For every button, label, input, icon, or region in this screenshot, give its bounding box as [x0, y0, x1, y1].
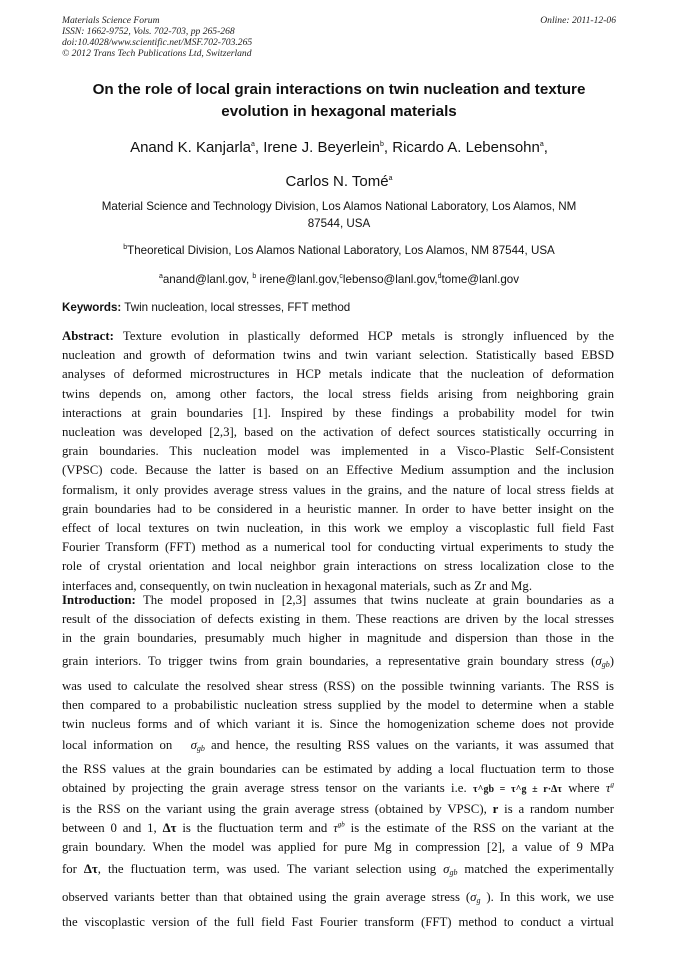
email-a-marker: a [158, 273, 163, 281]
abstract-line-13: role of crystal orientation and local neighbor grain interactions on stress localization close to the [62, 559, 614, 574]
affiliation-a-line-1: Material Science and Technology Division, Los Alamos National Laboratory, Los Alamos, NM [101, 200, 577, 213]
intro-line-4b: ) [609, 653, 614, 668]
abstract-line [62, 327, 614, 346]
author-3-affil: a [539, 141, 544, 148]
title-line-2: evolution in hexagonal materials [221, 103, 457, 120]
intro-line-15a: observed variants better than that obtained using the grain average stress ( [62, 890, 471, 905]
affiliation-a [62, 198, 616, 232]
title-line-1: On the role of local grain interactions on twin nucleation and texture [92, 81, 586, 98]
doi-line[interactable]: doi:10.4028/www.scientific.net/MSF.702-703.265 [62, 37, 253, 48]
gb-superscript: gb [337, 820, 345, 829]
email-list [62, 271, 616, 288]
email-b[interactable]: irene@lanl.gov, [259, 273, 340, 286]
intro-line-11c: is a random number [498, 801, 614, 816]
gb-subscript: gb [449, 868, 458, 878]
author-1: Anand K. Kanjarla [130, 139, 251, 156]
intro-line-12b: is the fluctuation term and [176, 820, 334, 835]
intro-line-14c: matched the experimentally [457, 862, 615, 877]
abstract-label: Abstract: [62, 329, 114, 343]
author-3: Ricardo A. Lebensohn [392, 139, 540, 156]
intro-line-1: The model proposed in [2,3] assumes that twins nucleate at grain boundaries as a [135, 593, 614, 607]
intro-line-14 [62, 857, 614, 885]
intro-line-8 [62, 734, 614, 760]
intro-line-3: in the grain boundaries, presumably much higher in magnitude and dispersion than those in the [62, 631, 614, 646]
abstract [62, 327, 614, 596]
g-superscript: g [610, 781, 614, 790]
g-subscript: g [476, 896, 481, 906]
introduction [62, 591, 614, 932]
abstract-line-14: interfaces and, consequently, on twin nucleation in hexagonal materials, such as Zr and Mg. [62, 578, 533, 593]
intro-line-5: was used to calculate the resolved shear stress (RSS) on the possible twinning variants. The RSS is [62, 678, 614, 693]
author-2: Irene J. Beyerlein [263, 139, 380, 156]
author-4: Carlos N. Tomé [285, 173, 389, 190]
intro-line-10b: where [561, 781, 606, 796]
intro-line-8a: local information on [62, 738, 179, 753]
intro-line-10a: obtained by projecting the grain average stress tensor on the variants i.e. [62, 781, 474, 796]
intro-line-15b: ). In this work, we use [480, 890, 614, 905]
intro-line-7: twin nucleus forms and of which variant it is. Since the homogenization scheme does not provide [62, 717, 614, 732]
intro-line-10 [62, 779, 614, 799]
affiliation-b [62, 242, 616, 259]
sigma-gb-symbol [595, 654, 609, 668]
paper-title [70, 79, 608, 123]
abstract-line-8: (VPSC) code. Because the latter is based on an Effective Medium assumption and the inclusion [62, 463, 614, 478]
intro-line-16: the viscoplastic version of the full field Fast Fourier transform (FFT) method to conduct a virtual [62, 915, 614, 930]
intro-line-11a: is the RSS on the variant using the grain average stress (obtained by VPSC), [62, 801, 493, 816]
abstract-line-3: analyses of deformed microstructures in HCP metals indicate that the nucleation of deformation [62, 367, 614, 382]
author-4-affil: a [388, 175, 393, 182]
abstract-line-11: effect of local textures on twin nucleation, in this work we employ a viscoplastic full field Fast [62, 521, 614, 536]
intro-label: Introduction: [62, 593, 136, 607]
author-2-affil: b [379, 141, 384, 148]
email-c-marker: c [339, 273, 343, 281]
email-d-marker: d [437, 273, 442, 281]
sigma-glyph: σ [595, 653, 602, 668]
sigma-glyph: σ [190, 738, 197, 753]
intro-line-12 [62, 819, 614, 838]
delta-tau-symbol-2: Δτ [83, 862, 98, 877]
tau-g-symbol [606, 781, 614, 795]
email-b-marker: b [252, 273, 257, 281]
abstract-line-12: Fourier Transform (FFT) method as a numerical tool for conducting virtual experiments to study the [62, 540, 614, 555]
intro-line-12a: between 0 and 1, [62, 820, 163, 835]
email-d[interactable]: tome@lanl.gov [441, 273, 520, 286]
sigma-gb-symbol-2 [191, 738, 205, 752]
intro-line-14a: for [62, 862, 84, 877]
sigma-glyph: σ [443, 862, 450, 877]
email-c[interactable]: lebenso@lanl.gov, [342, 273, 438, 286]
abstract-line-9: formalism, it only provides average stress values in the grains, and the nature of local stress fields at [62, 482, 614, 497]
intro-line-4 [62, 649, 614, 677]
abstract-line-4: twins depends on, among other factors, the local stress fields arising from neighboring grain [62, 386, 614, 401]
journal-header [62, 15, 252, 59]
journal-name: Materials Science Forum [62, 15, 160, 26]
intro-line [62, 591, 614, 610]
abstract-line-7: grain boundaries. This nucleation model was implemented in a Visco-Plastic Self-Consistent [62, 444, 614, 459]
abstract-line-10: grain boundaries had to be considered in a heuristic manner. In order to have better insight on the [62, 501, 614, 516]
fluctuation-equation: τ^gb = τ^g ± r·Δτ [473, 784, 562, 796]
affiliation-b-marker: b [123, 244, 128, 252]
intro-line-14b: , the fluctuation term, was used. The variant selection using [97, 862, 444, 877]
sigma-g-symbol [470, 890, 480, 904]
intro-line-2: result of the dissociation of defects existing in them. These reactions are driven by the local stresses [62, 612, 614, 627]
intro-line-4a: grain interiors. To trigger twins from grain boundaries, a representative grain boundary stress ( [62, 653, 596, 668]
tau-gb-symbol [333, 821, 345, 835]
author-1-affil: a [251, 141, 255, 148]
sigma-gb-symbol-3 [443, 862, 457, 876]
tau-glyph: τ [333, 820, 338, 835]
intro-line-15 [62, 885, 614, 913]
delta-tau-symbol: Δτ [162, 820, 177, 835]
abstract-line-2: nucleation and growth of deformation twins and twin variant selection. Statistically based EBSD [62, 348, 614, 363]
intro-line-9: the RSS values at the grain boundaries can be estimated by adding a local fluctuation term to those [62, 762, 614, 777]
intro-line-8b: and hence, the resulting RSS values on the variants, it was assumed that [204, 738, 614, 753]
gb-subscript: gb [196, 744, 205, 754]
tau-glyph: τ [605, 781, 611, 796]
abstract-line-6: nucleation was developed [2,3], based on the activation of defect sources statistically occurring in [62, 425, 614, 440]
random-number-symbol: r [492, 801, 499, 816]
abstract-line-5: interactions at grain boundaries [1]. Inspired by these findings a probability model for twin [62, 405, 614, 420]
keywords-text: Twin nucleation, local stresses, FFT method [121, 301, 351, 314]
gb-subscript: gb [601, 659, 610, 669]
intro-line-6: then compared to a probabilistic nucleation stress supplied by the model to determine when a stable [62, 697, 614, 712]
intro-line-13: grain boundary. When the model was applied for pure Mg in compression [2], a value of 9 MPa [62, 840, 614, 855]
keywords-label: Keywords: [62, 301, 122, 314]
email-a[interactable]: anand@lanl.gov, [162, 273, 253, 286]
abstract-line-1: Texture evolution in plastically deformed HCP metals is strongly influenced by the [113, 329, 614, 343]
sigma-glyph: σ [470, 890, 477, 905]
author-list: Anand K. Kanjarla$^a$, Irene J. Beyerlein$^b$, Ricardo A. Lebensohn$^a$, Carlos N. Tomé$^a$ [130, 139, 548, 190]
affiliation-b-text: Theoretical Division, Los Alamos National Laboratory, Los Alamos, NM 87544, USA [127, 244, 555, 257]
copyright-line: © 2012 Trans Tech Publications Ltd, Switzerland [62, 48, 252, 59]
affiliation-a-line-2: 87544, USA [307, 217, 371, 230]
intro-line-11 [62, 800, 614, 819]
keywords [62, 299, 350, 316]
intro-line-12c: is the estimate of the RSS on the variant at the [344, 820, 614, 835]
issn-line: ISSN: 1662-9752, Vols. 702-703, pp 265-268 [62, 26, 235, 37]
online-date: Online: 2011-12-06 [540, 15, 616, 26]
